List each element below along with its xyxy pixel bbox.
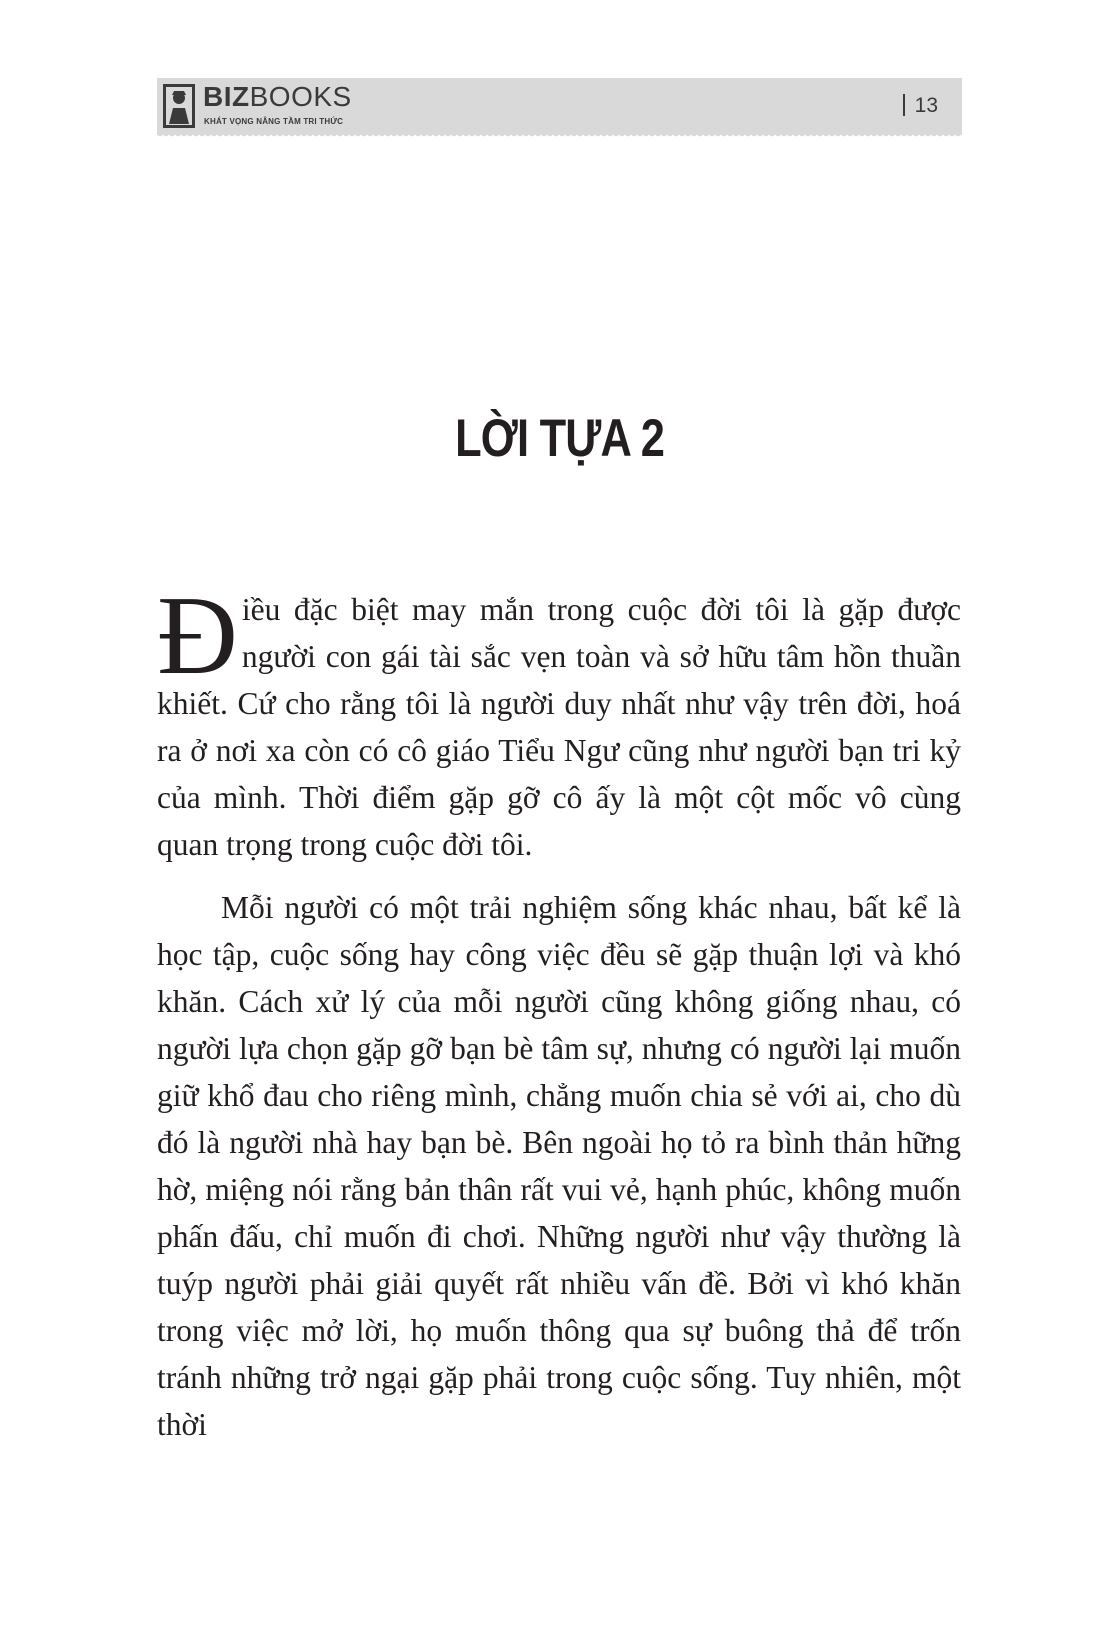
paragraph-1: Điều đặc biệt may mắn trong cuộc đời tôi là gặp được người con gái tài sắc vẹn toàn và sở hữu tâm hồn thuần khiết. Cứ cho rằng tôi là người duy nhất như vậy trên đời, hoá ra ở nơi xa còn có cô giáo Tiểu Ngư cũng như người bạn tri kỷ của mình. Thời điểm gặp gỡ cô ấy là một cột mốc vô cùng quan trọng trong cuộc đời tôi. (157, 574, 961, 862)
brand-tagline: KHÁT VỌNG NÂNG TẦM TRI THỨC (204, 117, 344, 126)
chapter-title: LỜI TỰA 2 (455, 409, 665, 468)
brand-name-light: BOOKS (249, 81, 352, 112)
paragraph-2: Mỗi người có một trải nghiệm sống khác nhau, bất kể là học tập, cuộc sống hay công việc đều sẽ gặp thuận lợi và khó khăn. Cách xử lý của mỗi người cũng không giống nhau, có người lựa chọn gặp gỡ bạn bè tâm sự, nhưng có người lại muốn giữ khổ đau cho riêng mình, chẳng muốn chia sẻ với ai, cho dù đó là người nhà hay bạn bè. Bên ngoài họ tỏ ra bình thản hững hờ, miệng nói rằng bản thân rất vui vẻ, hạnh phúc, không muốn phấn đấu, chỉ muốn đi chơi. Những người như vậy thường là tuýp người phải giải quyết rất nhiều vấn đề. Bởi vì khó khăn trong việc mở lời, họ muốn thông qua sự buông thả để trốn tránh những trở ngại gặp phải trong cuộc sống. Tuy nhiên, một thời (157, 890, 961, 1442)
brand-name (203, 83, 352, 111)
brand-name-bold: BIZ (203, 81, 250, 112)
page-number-value: 13 (914, 94, 938, 117)
running-header (157, 78, 962, 134)
page-number (903, 94, 938, 118)
bizbooks-logo-icon (163, 84, 195, 128)
page-number-divider (903, 94, 905, 116)
body-text (157, 574, 961, 1448)
